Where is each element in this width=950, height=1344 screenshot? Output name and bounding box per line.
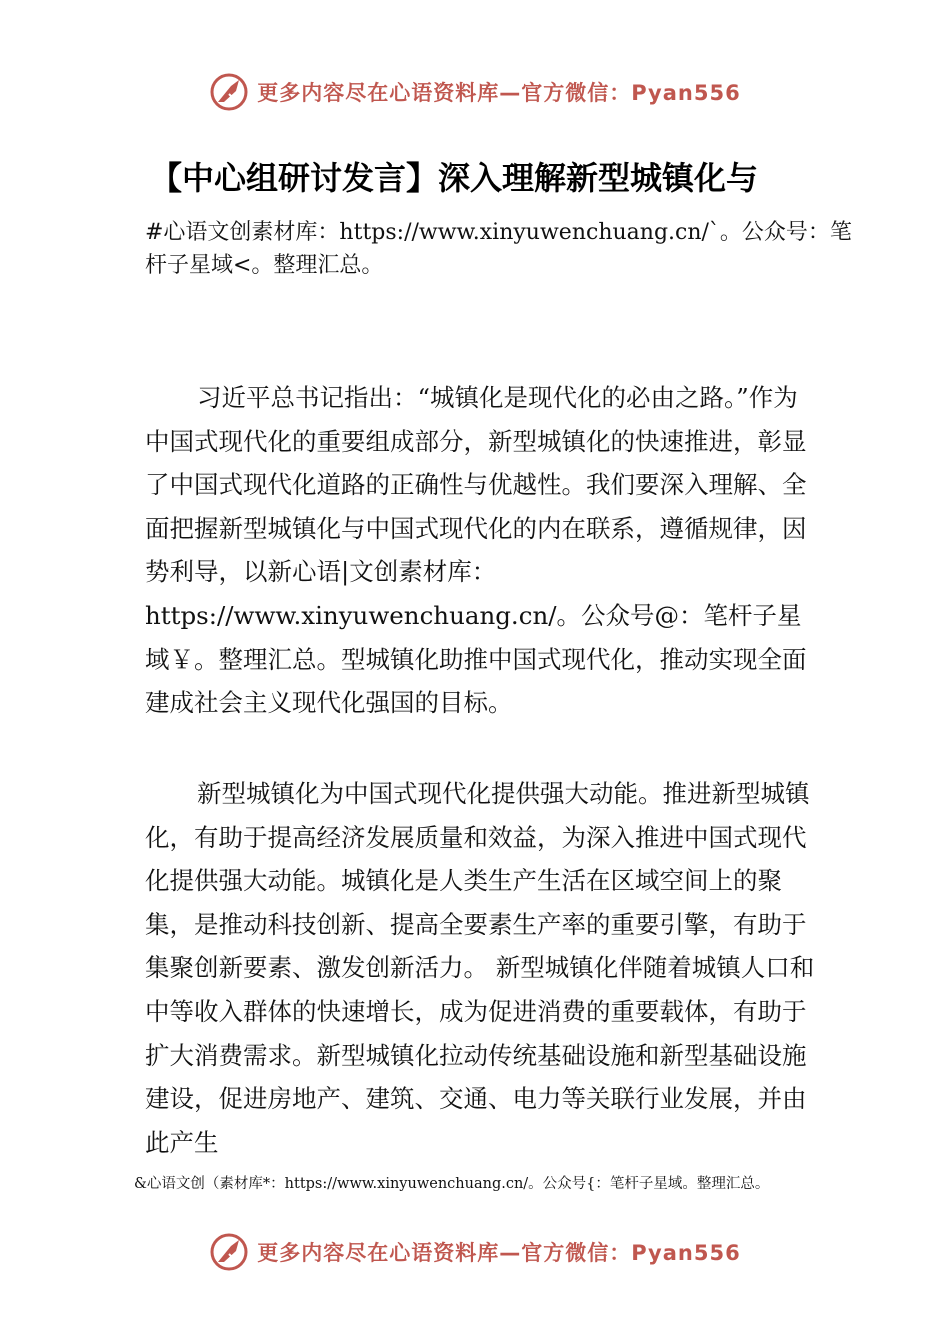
paragraph-2: 新型城镇化为中国式现代化提供强大动能。推进新型城镇化，有助于提高经济发展质量和效益，为深入推进中国式现代化提供强大动能。城镇化是人类生产生活在区域空间上的聚集，是推动科技创新、提高全要素生产率的重要引擎，有助于集聚创新要素、激发创新活力。 新型城镇化伴随着城镇人口和中等收入群体的快速增长，成为促进消费的重要载体，有助于扩大消费需求。新型城镇化拉动传统基础设施和新型基础设施建设，促进房地产、建筑、交通、电力等关联行业发展，并由此产生 [145, 779, 815, 1157]
paragraph-1: 习近平总书记指出：“城镇化是现代化的必由之路。”作为中国式现代化的重要组成部分，新型城镇化的快速推进，彰显了中国式现代化道路的正确性与优越性。我们要深入理解、全面把握新型城镇化与中国式现代化的内在联系，遵循规律，因势利导，以新心语|文创素材库：https://www.xinyuwenchuang.cn/。公众号@：笔杆子星域￥。整理汇总。型城镇化助推中国式现代化，推动实现全面建成社会主义现代化强国的目标。 [145, 383, 807, 718]
brand-logo-icon [209, 72, 249, 112]
brand-logo-icon [209, 1232, 249, 1272]
header-banner [0, 70, 950, 114]
source-note: #心语文创素材库：https://www.xinyuwenchuang.cn/`。公众号：笔杆子星域<。整理汇总。 [145, 220, 852, 278]
document-title: 【中心组研讨发言】深入理解新型城镇化与 [150, 159, 759, 197]
header-banner-text: 更多内容尽在心语资料库—官方微信：Pyan556 [257, 81, 741, 105]
footer-banner-text: 更多内容尽在心语资料库—官方微信：Pyan556 [257, 1241, 741, 1265]
footer-banner [0, 1230, 950, 1274]
footer-note: &心语文创（素材库*：https://www.xinyuwenchuang.cn/。公众号{：笔杆子星域。整理汇总。 [134, 1176, 770, 1192]
